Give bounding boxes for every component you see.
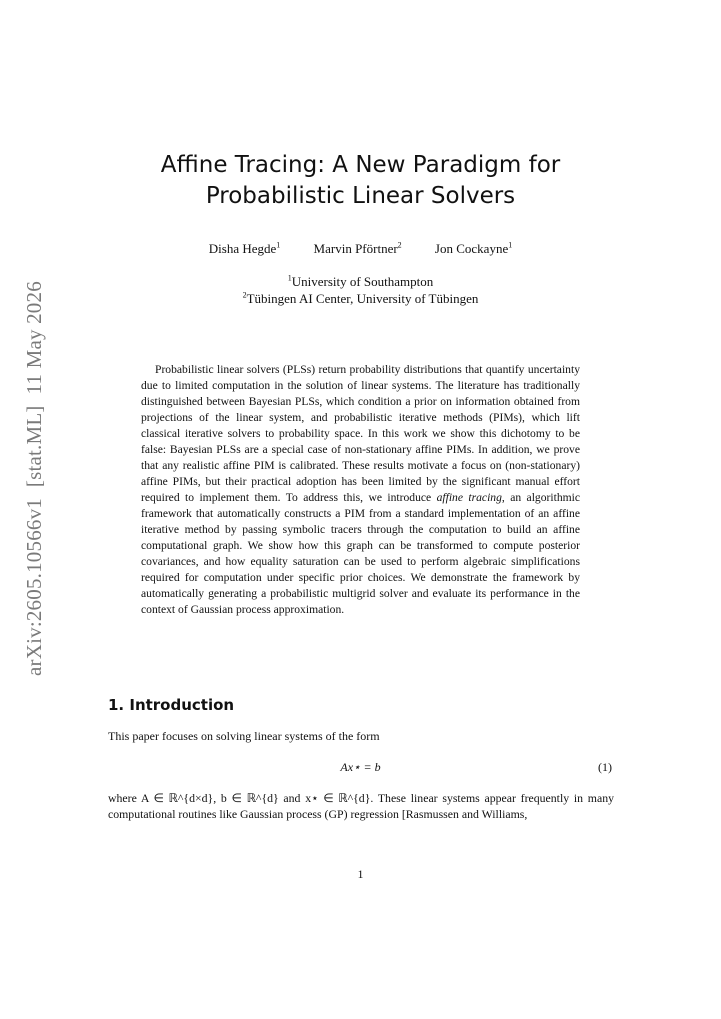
author-name: Disha Hegde	[208, 241, 277, 256]
affiliation-text: University of Southampton	[291, 274, 434, 289]
author-affil-mark: 1	[508, 240, 513, 250]
affiliations	[0, 273, 721, 307]
abstract-text-part-2: , an algorithmic framework that automatically constructs a PIM from a standard implementation of an affine iterative method by passing symbolic tracers through the computation to build an affine computational graph. We show how this graph can be transformed to compute posterior covariances, and how equality saturation can be used to perform algebraic simplifications required for computation under specific prior choices. We demonstrate the framework by automatically generating a probabilistic multigrid solver and evaluate its performance in the context of Gaussian process approximation.	[141, 491, 580, 616]
body-paragraph: where A ∈ ℝ^{d×d}, b ∈ ℝ^{d} and x⋆ ∈ ℝ^{d}. These linear systems appear frequently in many computational routines like Gaussian process (GP) regression [Rasmussen and Williams,	[108, 791, 614, 821]
author	[314, 241, 402, 256]
arxiv-identifier: arXiv:2605.10566v1 [stat.ML] 11 May 2026	[22, 281, 46, 676]
abstract-emphasis: affine tracing	[436, 491, 502, 504]
affiliation-number: 1	[287, 273, 292, 283]
equation: Ax⋆ = b	[340, 760, 381, 774]
affiliation	[0, 273, 721, 290]
title-line-2: Probabilistic Linear Solvers	[205, 183, 516, 209]
paper-title	[0, 150, 721, 212]
abstract-text-part-1: Probabilistic linear solvers (PLSs) return probability distributions that quantify uncertainty due to limited computation in the solution of linear systems. The literature has traditionally distinguished between Bayesian PLSs, which condition a prior on information obtained from projections of the linear system, and probabilistic iterative methods (PIMs), which lift classical iterative solvers to probability space. In this work we show this dichotomy to be false: Bayesian PLSs are a special case of non-stationary affine PIMs. In addition, we prove that any realistic affine PIM is calibrated. These results motivate a focus on (non-stationary) affine PIMs, but their practical adoption has been limited by the significant manual effort required to implement them. To address this, we introduce	[141, 363, 580, 504]
affiliation	[0, 290, 721, 307]
author	[209, 241, 281, 256]
author	[435, 241, 512, 256]
author-affil-mark: 1	[276, 240, 281, 250]
affiliation-text: Tübingen AI Center, University of Tübingen	[246, 291, 479, 306]
author-affil-mark: 2	[397, 240, 402, 250]
abstract	[141, 362, 580, 618]
author-list	[0, 241, 721, 257]
author-name: Jon Cockayne	[434, 241, 509, 256]
equation-number: (1)	[598, 760, 612, 774]
author-name: Marvin Pförtner	[313, 241, 398, 256]
section-heading: 1. Introduction	[108, 696, 235, 714]
title-line-1: Affine Tracing: A New Paradigm for	[160, 152, 561, 178]
intro-sentence: This paper focuses on solving linear systems of the form	[108, 729, 380, 743]
page-number: 1	[357, 867, 364, 881]
affiliation-number: 2	[242, 290, 247, 300]
